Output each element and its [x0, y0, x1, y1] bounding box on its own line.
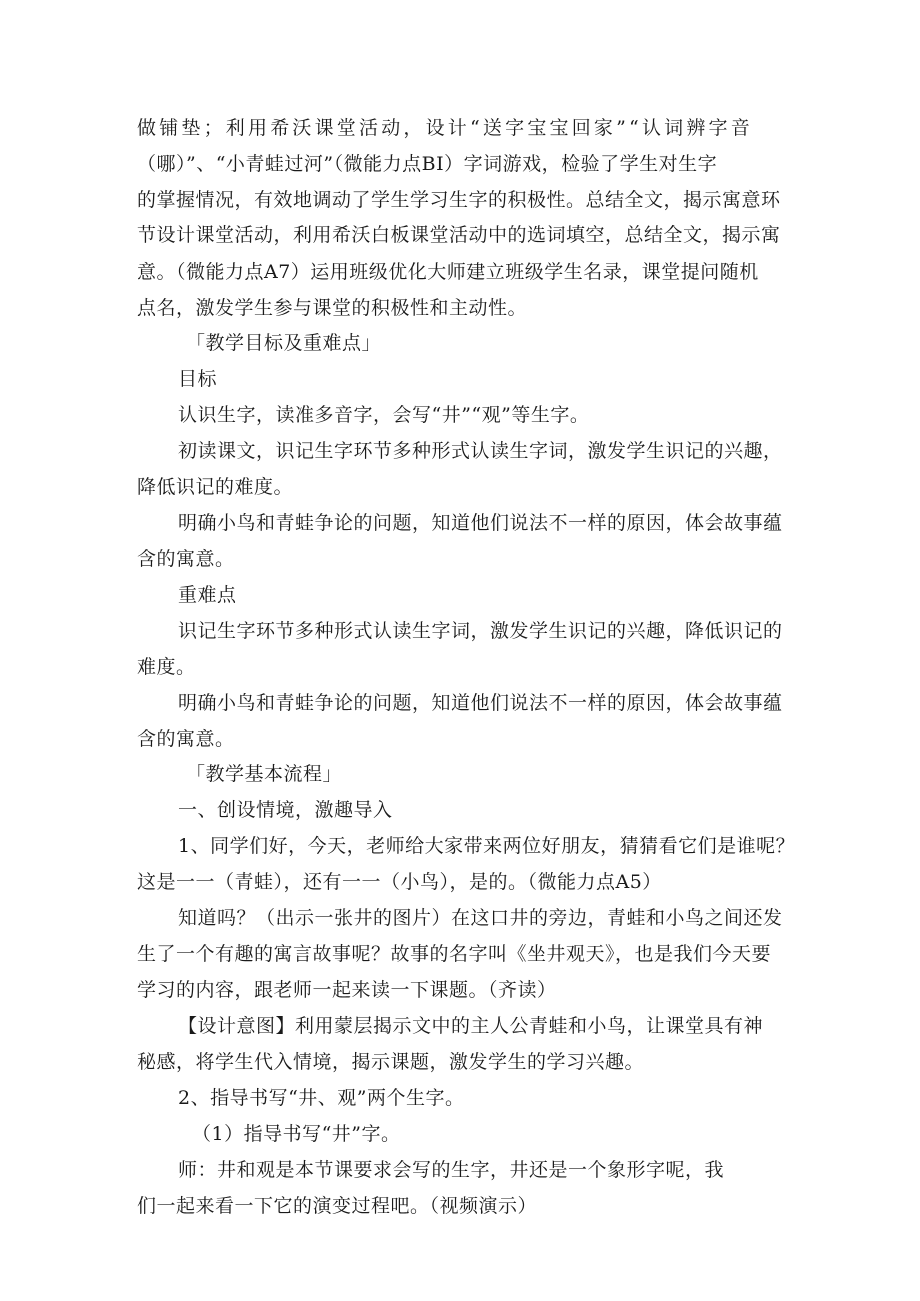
text-line: 1、同学们好，今天，老师给大家带来两位好朋友，猜猜看它们是谁呢？: [178, 835, 796, 857]
text-line: 识记生字环节多种形式认读生字词，激发学生识记的兴趣，降低识记的: [178, 620, 783, 642]
subheading: 重难点: [178, 584, 237, 606]
text-line: 节设计课堂活动，利用希沃白板课堂活动中的选词填空，总结全文，揭示寓: [137, 224, 781, 246]
subheading: 一、创设情境，激趣导入: [178, 799, 393, 821]
text-line: 降低识记的难度。: [137, 476, 294, 498]
text-line: 点名，激发学生参与课堂的积极性和主动性。: [137, 297, 528, 319]
text-line: 意。（微能力点A7）运用班级优化大师建立班级学生名录，课堂提问随机: [137, 261, 759, 283]
text-line: （哪）”、“小青蛙过河”（微能力点BI）字词游戏，检验了学生对生字: [137, 153, 718, 175]
text-line: 含的寓意。: [137, 548, 235, 570]
subheading: （1）指导书写“井”字。: [192, 1123, 401, 1145]
text-line: 难度。: [137, 656, 196, 678]
text-line: 的掌握情况，有效地调动了学生学习生字的积极性。总结全文，揭示寓意环: [137, 189, 781, 211]
section-heading: 「教学目标及重难点」: [186, 332, 382, 354]
subheading: 目标: [178, 368, 218, 390]
text-line: 明确小鸟和青蛙争论的问题，知道他们说法不一样的原因，体会故事蕴: [178, 512, 783, 534]
text-line: 生了一个有趣的寓言故事呢？故事的名字叫《坐井观天》，也是我们今天要: [137, 943, 772, 965]
text-line: 们一起来看一下它的演变过程吧。（视频演示）: [137, 1195, 538, 1217]
text-line: 知道吗？（出示一张井的图片）在这口井的旁边，青蛙和小鸟之间还发: [178, 907, 783, 929]
text-line: 认识生字，读准多音字，会写“井”“观”等生字。: [178, 404, 590, 426]
text-line: 明确小鸟和青蛙争论的问题，知道他们说法不一样的原因，体会故事蕴: [178, 692, 783, 714]
text-line: 做铺垫；利用希沃课堂活动，设计“送字宝宝回家”“认词辨字音: [137, 117, 753, 139]
text-line: 这是一一（青蛙），还有一一（小鸟），是的。（微能力点A5）: [137, 871, 662, 893]
text-line: 秘感，将学生代入情境，揭示课题，激发学生的学习兴趣。: [137, 1051, 645, 1073]
design-intent-line: 【设计意图】利用蒙层揭示文中的主人公青蛙和小鸟，让课堂具有神: [178, 1015, 764, 1037]
section-heading: 「教学基本流程」: [186, 763, 343, 785]
text-line: 初读课文，识记生字环节多种形式认读生字词，激发学生识记的兴趣，: [178, 440, 783, 462]
text-line: 师：井和观是本节课要求会写的生字，井还是一个象形字呢，我: [178, 1159, 725, 1181]
text-line: 含的寓意。: [137, 728, 235, 750]
subheading: 2、指导书写“井、观”两个生字。: [178, 1087, 465, 1109]
text-line: 学习的内容，跟老师一起来读一下课题。（齐读）: [137, 979, 557, 1001]
